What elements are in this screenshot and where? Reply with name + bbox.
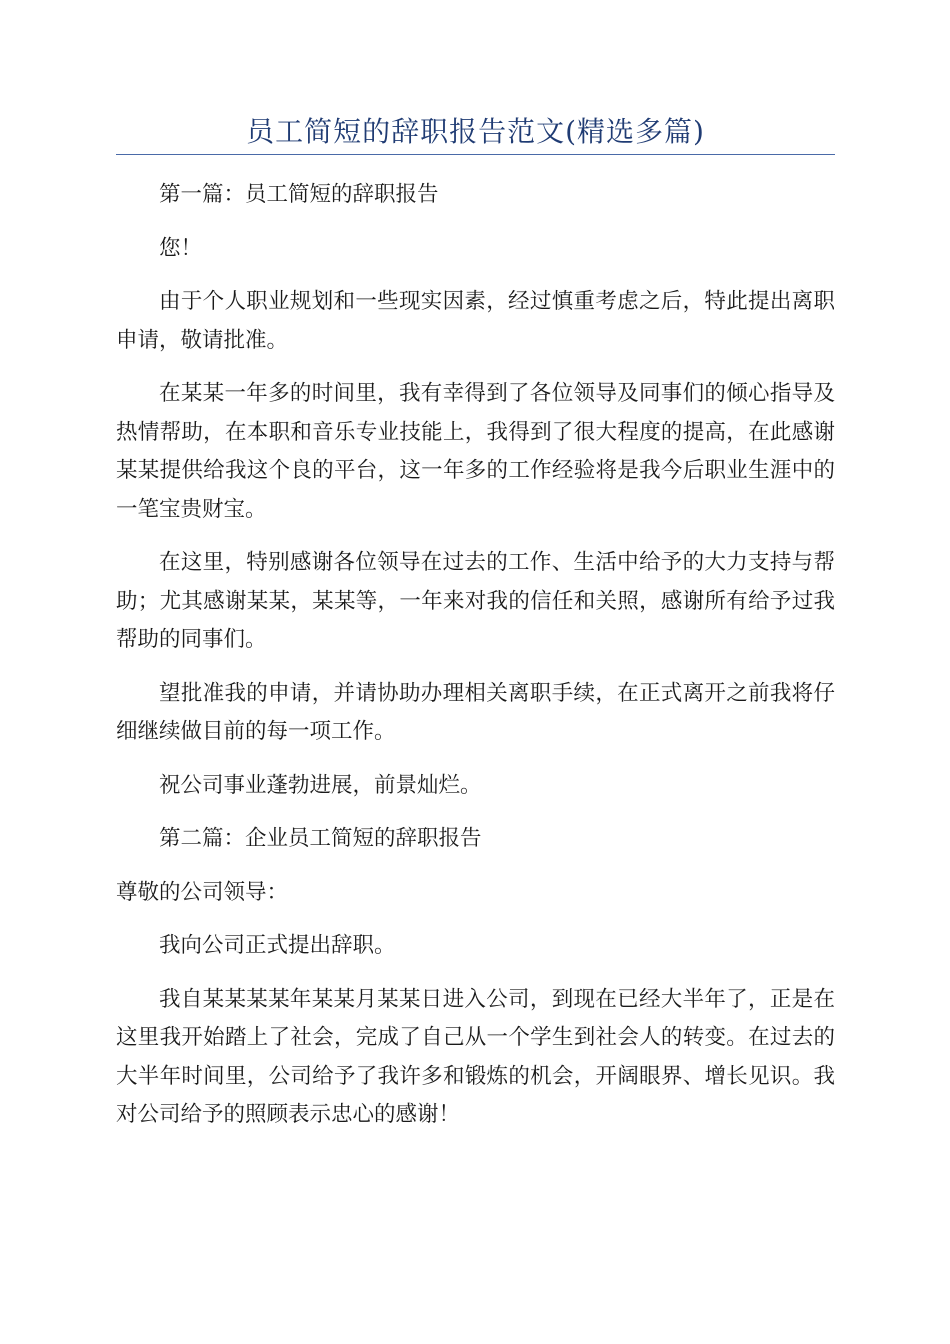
paragraph-5: 在这里，特别感谢各位领导在过去的工作、生活中给予的大力支持与帮助；尤其感谢某某，某某等，一年来对我的信任和关照，感谢所有给予过我帮助的同事们。 [116, 550, 835, 652]
document-body [116, 176, 835, 1150]
title-underline [116, 154, 835, 155]
document-title: 员工简短的辞职报告范文(精选多篇) [246, 115, 705, 148]
paragraph-10: 我向公司正式提出辞职。 [159, 933, 396, 958]
paragraph-11: 我自某某某某年某某月某某日进入公司，到现在已经大半年了，正是在这里我开始踏上了社会，完成了自己从一个学生到社会人的转变。在过去的大半年时间里，公司给予了我许多和锻炼的机会，开阔眼界、增长见识。我对公司给予的照顾表示忠心的感谢！ [116, 986, 835, 1127]
paragraph-7: 祝公司事业蓬勃进展，前景灿烂。 [159, 772, 482, 798]
paragraph-9: 尊敬的公司领导： [116, 879, 289, 905]
paragraph-1: 第一篇：员工简短的辞职报告 [159, 182, 439, 207]
paragraph-4: 在某某一年多的时间里，我有幸得到了各位领导及同事们的倾心指导及热情帮助，在本职和音乐专业技能上，我得到了很大程度的提高，在此感谢某某提供给我这个良的平台，这一年多的工作经验将是我今后职业生涯中的一笔宝贵财宝。 [116, 381, 835, 522]
paragraph-2: 您！ [159, 235, 203, 261]
paragraph-8: 第二篇：企业员工简短的辞职报告 [159, 826, 482, 851]
paragraph-3: 由于个人职业规划和一些现实因素，经过慎重考虑之后，特此提出离职申请，敬请批准。 [116, 289, 835, 353]
paragraph-6: 望批准我的申请，并请协助办理相关离职手续，在正式离开之前我将仔细继续做目前的每一项工作。 [116, 680, 835, 744]
